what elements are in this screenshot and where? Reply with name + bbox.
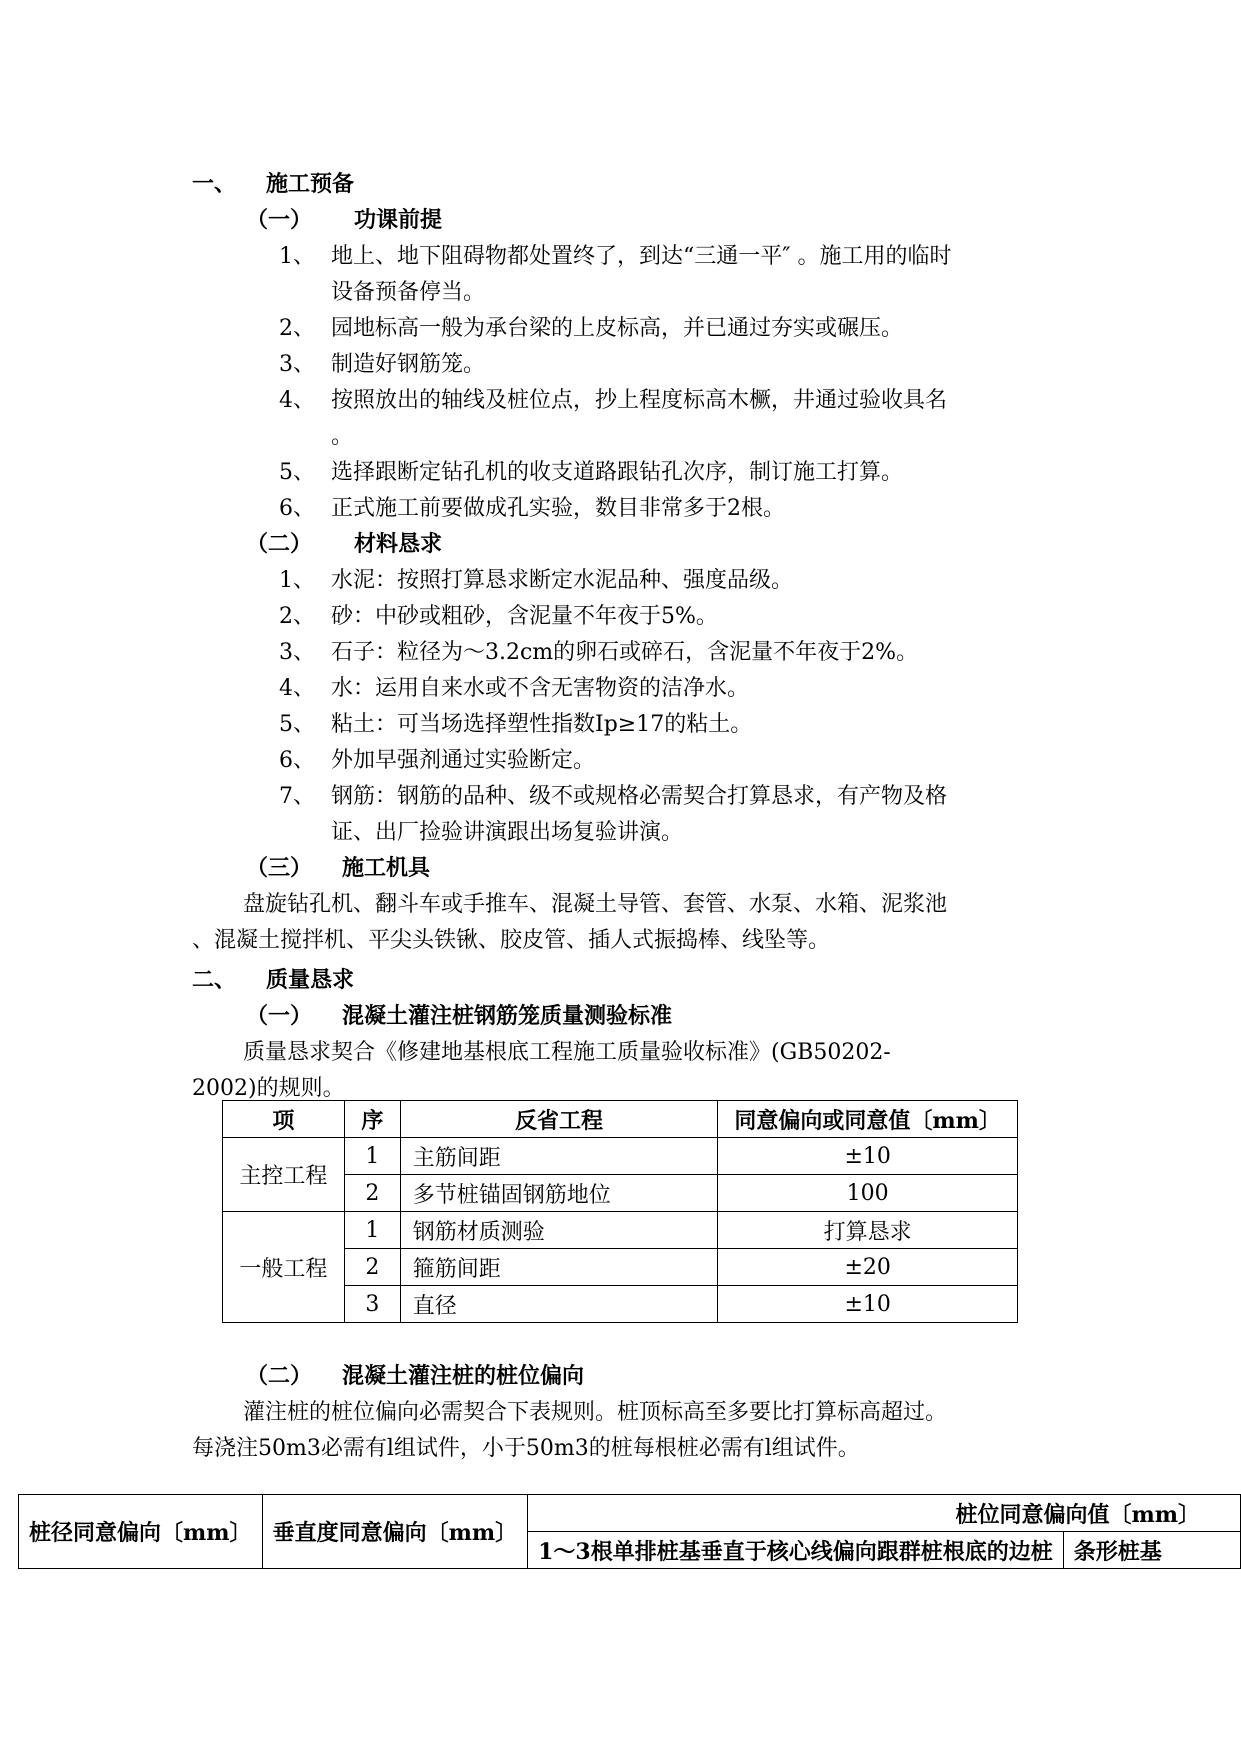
pile-deviation-table-clip bbox=[0, 1490, 1241, 1570]
subsection-title: 混凝土灌注桩的桩位偏向 bbox=[342, 1363, 585, 1389]
list-number: 7、 bbox=[279, 784, 315, 809]
list-number: 5、 bbox=[279, 460, 315, 485]
table-row bbox=[19, 1495, 1241, 1532]
paragraph-line: 2002)的规则。 bbox=[192, 1076, 345, 1101]
table-header-row bbox=[223, 1101, 1018, 1138]
subsection-number: （二） bbox=[246, 1363, 313, 1389]
list-text: 制造好钢筋笼。 bbox=[331, 352, 486, 377]
subsection-heading bbox=[246, 851, 430, 882]
section-title: 质量恳求 bbox=[266, 967, 355, 993]
list-item bbox=[279, 455, 903, 486]
list-item bbox=[279, 743, 595, 774]
table-cell-seq: 3 bbox=[344, 1286, 400, 1323]
list-item bbox=[279, 635, 918, 666]
table-cell-value: ±10 bbox=[718, 1286, 1018, 1323]
paragraph-line: 、混凝土搅拌机、平尖头铁锹、胶皮管、插人式振捣棒、线坠等。 bbox=[192, 928, 831, 953]
list-text: 石子：粒径为～3.2cm的卵石或碎石，含泥量不年夜于2%。 bbox=[331, 640, 919, 665]
list-text: 粘土：可当场选择塑性指数Ip≥17的粘土。 bbox=[331, 712, 753, 737]
subsection-title: 混凝土灌注桩钢筋笼质量测验标准 bbox=[342, 1003, 673, 1029]
table-cell-item: 多节桩锚固钢筋地位 bbox=[400, 1175, 718, 1212]
list-item bbox=[279, 779, 947, 810]
list-number: 3、 bbox=[279, 352, 315, 377]
paragraph-line: 每浇注50m3必需有l组试件，小于50m3的桩每根桩必需有l组试件。 bbox=[192, 1436, 860, 1461]
list-number: 3、 bbox=[279, 640, 315, 665]
subsection-number: （一） bbox=[246, 1003, 313, 1029]
group-label-main: 主控工程 bbox=[223, 1138, 345, 1212]
subsection-title: 材料恳求 bbox=[354, 531, 443, 557]
section-number: 一、 bbox=[192, 171, 237, 197]
list-item bbox=[279, 707, 752, 738]
list-text: 水：运用自来水或不含无害物资的洁净水。 bbox=[331, 676, 750, 701]
list-item bbox=[279, 383, 947, 414]
list-number: 6、 bbox=[279, 496, 315, 521]
table-cell-item: 箍筋间距 bbox=[400, 1249, 718, 1286]
table-cell-value: ±10 bbox=[718, 1138, 1018, 1175]
subsection-title: 施工机具 bbox=[342, 855, 431, 881]
table-header: 反省工程 bbox=[400, 1101, 718, 1138]
list-text: 钢筋：钢筋的品种、级不或规格必需契合打算恳求，有产物及格 bbox=[331, 784, 948, 809]
list-item-continued: 证、出厂捡验讲演跟出场复验讲演。 bbox=[331, 820, 684, 845]
table-cell-seq: 1 bbox=[344, 1138, 400, 1175]
table-cell-seq: 2 bbox=[344, 1175, 400, 1212]
table-header: 项 bbox=[223, 1101, 345, 1138]
table-cell-value: ±20 bbox=[718, 1249, 1018, 1286]
table-cell-value: 打算恳求 bbox=[718, 1212, 1018, 1249]
list-item-continued: 。 bbox=[331, 424, 354, 449]
table-row bbox=[223, 1138, 1018, 1175]
subsection-number: （三） bbox=[246, 855, 313, 881]
list-number: 1、 bbox=[279, 244, 315, 269]
table-cell-item: 钢筋材质测验 bbox=[400, 1212, 718, 1249]
list-number: 6、 bbox=[279, 748, 315, 773]
list-text: 地上、地下阻碍物都处置终了，到达“三通一平″ 。施工用的临时 bbox=[331, 244, 952, 269]
list-number: 2、 bbox=[279, 316, 315, 341]
section-heading bbox=[192, 167, 354, 198]
paragraph-line: 灌注桩的桩位偏向必需契合下表规则。桩顶标高至多要比打算标高超过。 bbox=[243, 1400, 948, 1425]
rebar-cage-quality-table bbox=[222, 1100, 1018, 1323]
list-text: 园地标高一般为承台梁的上皮标高，并已通过夯实或碾压。 bbox=[331, 316, 904, 341]
table-header: 条形桩基 bbox=[1063, 1532, 1240, 1569]
list-text: 水泥：按照打算恳求断定水泥品种、强度品级。 bbox=[331, 568, 794, 593]
subsection-number: （二） bbox=[246, 531, 313, 557]
paragraph-line: 质量恳求契合《修建地基根底工程施工质量验收标准》(GB50202- bbox=[243, 1040, 891, 1065]
table-row bbox=[223, 1212, 1018, 1249]
table-header-group: 桩位同意偏向值〔mm〕 bbox=[528, 1495, 1241, 1532]
table-cell-seq: 2 bbox=[344, 1249, 400, 1286]
list-item bbox=[279, 599, 718, 630]
list-text: 正式施工前要做成孔实验，数目非常多于2根。 bbox=[331, 496, 785, 521]
list-item bbox=[279, 671, 749, 702]
pile-deviation-table bbox=[18, 1494, 1241, 1569]
table-header: 垂直度同意偏向〔mm〕 bbox=[262, 1495, 528, 1569]
group-label-general: 一般工程 bbox=[223, 1212, 345, 1323]
subsection-heading bbox=[246, 999, 672, 1030]
subsection-heading bbox=[246, 1359, 584, 1390]
section-title: 施工预备 bbox=[266, 171, 355, 197]
table-cell-value: 100 bbox=[718, 1175, 1018, 1212]
list-item bbox=[279, 563, 793, 594]
section-number: 二、 bbox=[192, 967, 237, 993]
list-text: 砂：中砂或粗砂，含泥量不年夜于5%。 bbox=[331, 604, 718, 629]
table-cell-item: 直径 bbox=[400, 1286, 718, 1323]
list-item-continued: 设备预备停当。 bbox=[331, 280, 486, 305]
paragraph-line: 盘旋钻孔机、翻斗车或手推车、混凝土导管、套管、水泵、水箱、泥浆池 bbox=[243, 892, 948, 917]
list-text: 选择跟断定钻孔机的收支道路跟钻孔次序，制订施工打算。 bbox=[331, 460, 904, 485]
subsection-heading bbox=[246, 203, 442, 234]
table-header: 同意偏向或同意值〔mm〕 bbox=[718, 1101, 1018, 1138]
list-number: 2、 bbox=[279, 604, 315, 629]
subsection-title: 功课前提 bbox=[354, 207, 443, 233]
table-header: 1～3根单排桩基垂直于核心线偏向跟群桩根底的边桩 bbox=[528, 1532, 1064, 1569]
list-number: 1、 bbox=[279, 568, 315, 593]
subsection-number: （一） bbox=[246, 207, 313, 233]
list-text: 外加早强剂通过实验断定。 bbox=[331, 748, 596, 773]
list-number: 4、 bbox=[279, 676, 315, 701]
subsection-heading bbox=[246, 527, 442, 558]
table-cell-seq: 1 bbox=[344, 1212, 400, 1249]
list-text: 按照放出的轴线及桩位点，抄上程度标高木橛，井通过验收具名 bbox=[331, 388, 948, 413]
list-number: 4、 bbox=[279, 388, 315, 413]
list-item bbox=[279, 347, 485, 378]
section-heading bbox=[192, 963, 354, 994]
table-cell-item: 主筋间距 bbox=[400, 1138, 718, 1175]
list-item bbox=[279, 239, 951, 270]
list-number: 5、 bbox=[279, 712, 315, 737]
table-header: 序 bbox=[344, 1101, 400, 1138]
list-item bbox=[279, 491, 785, 522]
list-item bbox=[279, 311, 903, 342]
table-header: 桩径同意偏向〔mm〕 bbox=[19, 1495, 263, 1569]
